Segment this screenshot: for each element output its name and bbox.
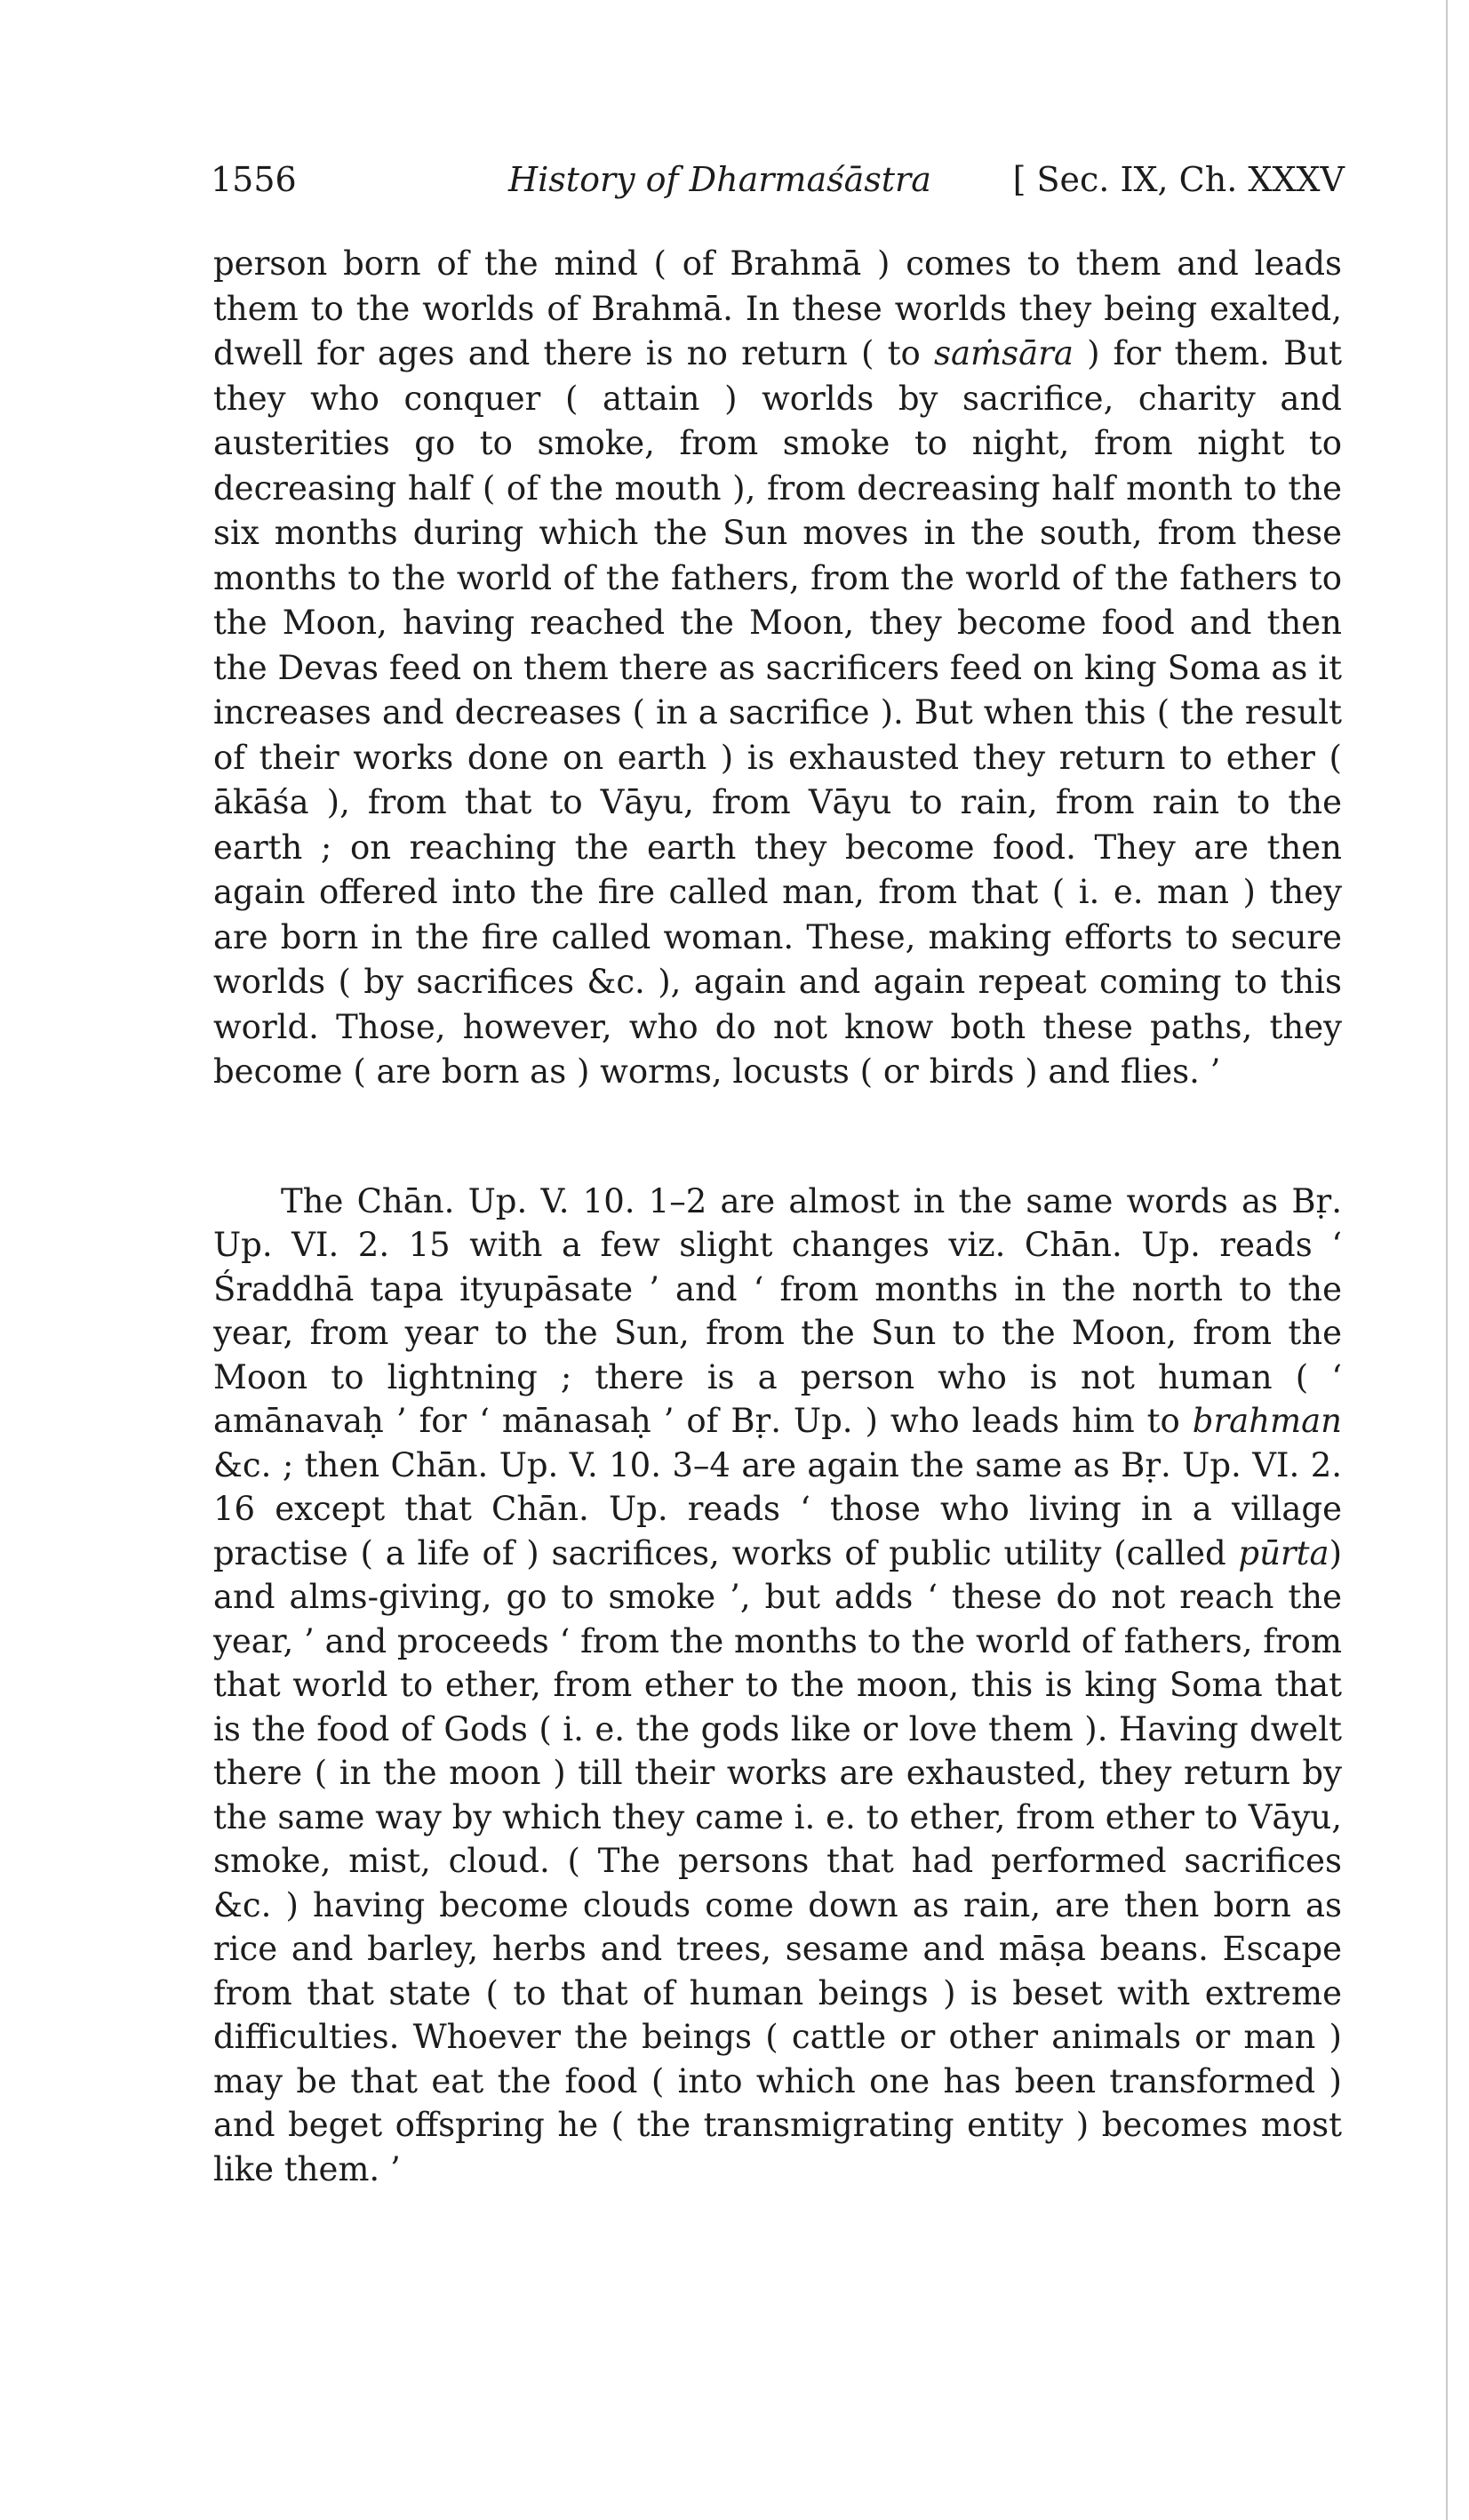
text-run: ) for them. But they who conquer ( attain ) worlds by sacrifice, charity and austerities go to smoke, from smoke to night, from night to decreasing half ( of the mouth ), from decreasing half month to the six months during which the Sun moves in the south, from these months to the world of the fathers, from the world of the fathers to the Moon, having reached the Moon, they become food and then the Devas feed on them there as sacrificers feed on king Soma as it increases and decreases ( in a sacrifice ). But when this ( the result of their works done on earth ) is exhausted they return to ether ( ākāśa ), from that to Vāyu, from Vāyu to rain, from rain to the earth ; on reaching the earth they become food. They are then again offered into the fire called man, from that ( i. e. man ) they are born in the fire called woman. These, making efforts to secure worlds ( by sacrifices &c. ), again and again repeat coming to this world. Those, however, who do not know both these paths, they become ( are born as ) worms, locusts ( or birds ) and flies. ’: [213, 334, 1343, 1091]
page-number: 1556: [211, 160, 297, 199]
running-title: History of Dharmaśāstra: [508, 160, 931, 199]
section-reference: [ Sec. IX, Ch. XXXV: [1012, 160, 1345, 199]
scan-edge-line: [1446, 0, 1448, 2520]
italic-term: saṁsāra: [933, 334, 1074, 372]
paragraph-2: [213, 1180, 1342, 2192]
text-run: ) and alms-giving, go to smoke ’, but adds ‘ these do not reach the year, ’ and proceeds ‘ from the months to the world of fathers, from that world to ether, from ether to the moon, this is king Soma that is the food of Gods ( i. e. the gods like or love them ). Having dwelt there ( in the moon ) till their works are exhausted, they return by the same way by which they came i. e. to ether, from ether to Vāyu, smoke, mist, cloud. ( The persons that had performed sacrifices &c. ) having become clouds come down as rain, are then born as rice and barley, herbs and trees, sesame and māṣa beans. Escape from that state ( to that of human beings ) is beset with extreme difficulties. Whoever the beings ( cattle or other animals or man ) may be that eat the food ( into which one has been transformed ) and beget offspring he ( the transmigrating entity ) becomes most like them. ’: [213, 1533, 1342, 2188]
italic-term: brahman: [1192, 1402, 1342, 1440]
italic-term: pūrta: [1238, 1533, 1329, 1572]
page-header: [211, 153, 1345, 206]
paragraph-1: [213, 242, 1342, 1095]
body-text: [213, 242, 1342, 2191]
text-run: person born of the mind ( of Brahmā ) comes to them and leads them to the worlds of Brahmā. In these worlds they being exalted, dwell for ages and there is no return ( to: [213, 244, 1342, 372]
text-run: The Chān. Up. V. 10. 1–2 are almost in the same words as Bṛ. Up. VI. 2. 15 with a few slight changes viz. Chān. Up. reads ‘ Śraddhā tapa ityupāsate ’ and ‘ from months in the north to the year, from year to the Sun, from the Sun to the Moon, from the Moon to lightning ; there is a person who is not human ( ‘ amānavaḥ ’ for ‘ mānasaḥ ’ of Bṛ. Up. ) who leads him to: [213, 1181, 1342, 1440]
text-run: &c. ; then Chān. Up. V. 10. 3–4 are again the same as Bṛ. Up. VI. 2. 16 except that Chān. Up. reads ‘ those who living in a village practise ( a life of ) sacrifices, works of public utility (called: [213, 1445, 1342, 1572]
